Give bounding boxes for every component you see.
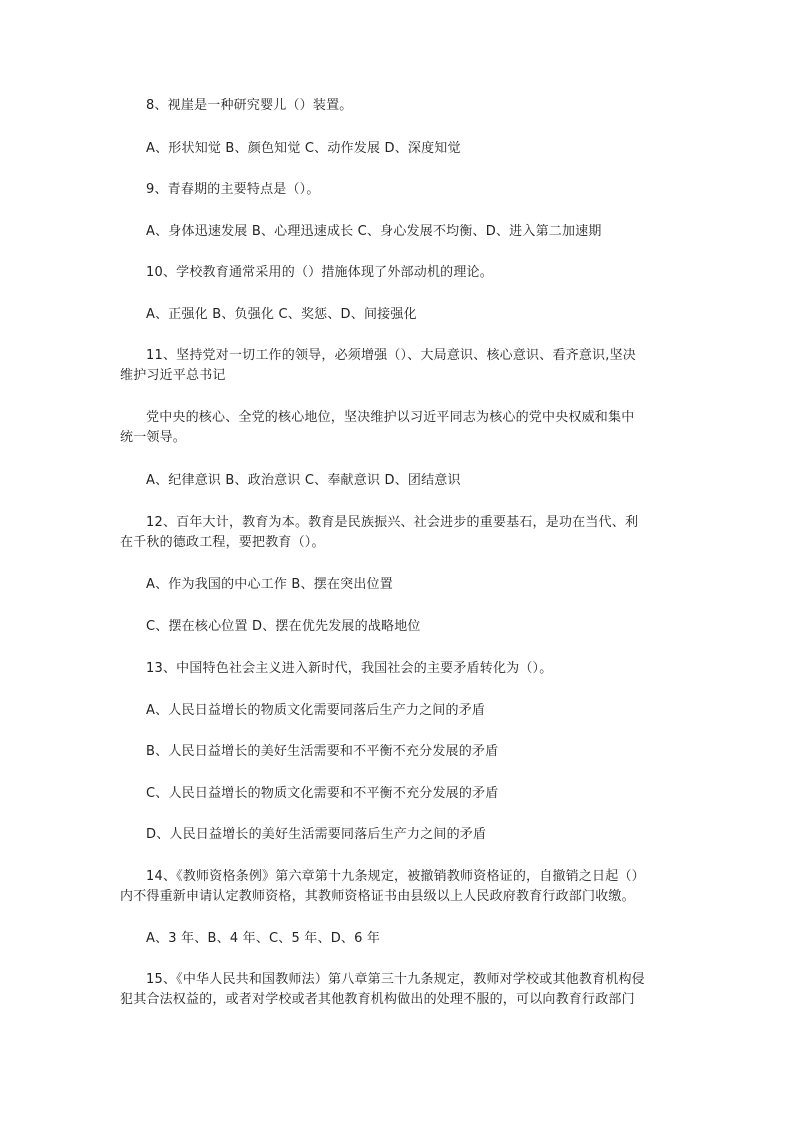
question-14-line-2: 内不得重新申请认定教师资格，其教师资格证书由县级以上人民政府教育行政部门收缴。 xyxy=(120,889,635,904)
question-9: 9、青春期的主要特点是（）。 xyxy=(146,182,320,197)
question-14-options: A、3 年、B、4 年、C、5 年、D、6 年 xyxy=(146,931,381,946)
question-10-options: A、正强化 B、负强化 C、奖惩、D、间接强化 xyxy=(146,307,417,322)
question-13-option-b: B、人民日益增长的美好生活需要和不平衡不充分发展的矛盾 xyxy=(146,744,499,759)
question-11-continued xyxy=(120,408,680,448)
question-12-line-1: 12、百年大计，教育为本。教育是民族振兴、社会进步的重要基石，是功在当代、利 xyxy=(146,515,639,530)
question-12-line-2: 在千秋的德政工程，要把教育（）。 xyxy=(120,535,325,550)
question-11-line-2: 维护习近平总书记 xyxy=(120,368,226,383)
question-12 xyxy=(120,513,680,553)
question-8: 8、视崖是一种研究婴儿（）装置。 xyxy=(146,98,353,113)
question-11-options: A、纪律意识 B、政治意识 C、奉献意识 D、团结意识 xyxy=(146,473,461,488)
question-8-options: A、形状知觉 B、颜色知觉 C、动作发展 D、深度知觉 xyxy=(146,141,461,156)
question-15-line-1: 15、《中华人民共和国教师法）第八章第三十九条规定，教师对学校或其他教育机构侵 xyxy=(146,972,645,987)
question-10: 10、学校教育通常采用的（）措施体现了外部动机的理论。 xyxy=(146,265,493,280)
question-11-cont-line-1: 党中央的核心、全党的核心地位，坚决维护以习近平同志为核心的党中央权威和集中 xyxy=(146,410,635,425)
question-12-options-cd: C、摆在核心位置 D、摆在优先发展的战略地位 xyxy=(146,619,421,634)
question-13-option-d: D、人民日益增长的美好生活需要同落后生产力之间的矛盾 xyxy=(146,827,487,842)
question-11-cont-line-2: 统一领导。 xyxy=(120,430,187,445)
question-11 xyxy=(120,346,680,386)
question-13-option-c: C、人民日益增长的物质文化需要和不平衡不充分发展的矛盾 xyxy=(146,786,499,801)
question-9-options: A、身体迅速发展 B、心理迅速成长 C、身心发展不均衡、D、进入第二加速期 xyxy=(146,224,602,239)
question-14 xyxy=(120,867,680,907)
question-11-line-1: 11、坚持党对一切工作的领导，必须增强（）、大局意识、核心意识、看齐意识,坚决 xyxy=(146,348,636,363)
question-14-line-1: 14、《教师资格条例》第六章第十九条规定，被撤销教师资格证的，自撤销之日起（） xyxy=(146,869,645,884)
question-15-line-2: 犯其合法权益的，或者对学校或者其他教育机构做出的处理不服的，可以向教育行政部门 xyxy=(120,992,635,1007)
question-13: 13、中国特色社会主义进入新时代，我国社会的主要矛盾转化为（）。 xyxy=(146,661,553,676)
question-13-option-a: A、人民日益增长的物质文化需要同落后生产力之间的矛盾 xyxy=(146,703,486,718)
question-15 xyxy=(120,970,680,1010)
question-12-options-ab: A、作为我国的中心工作 B、摆在突出位置 xyxy=(146,577,393,592)
